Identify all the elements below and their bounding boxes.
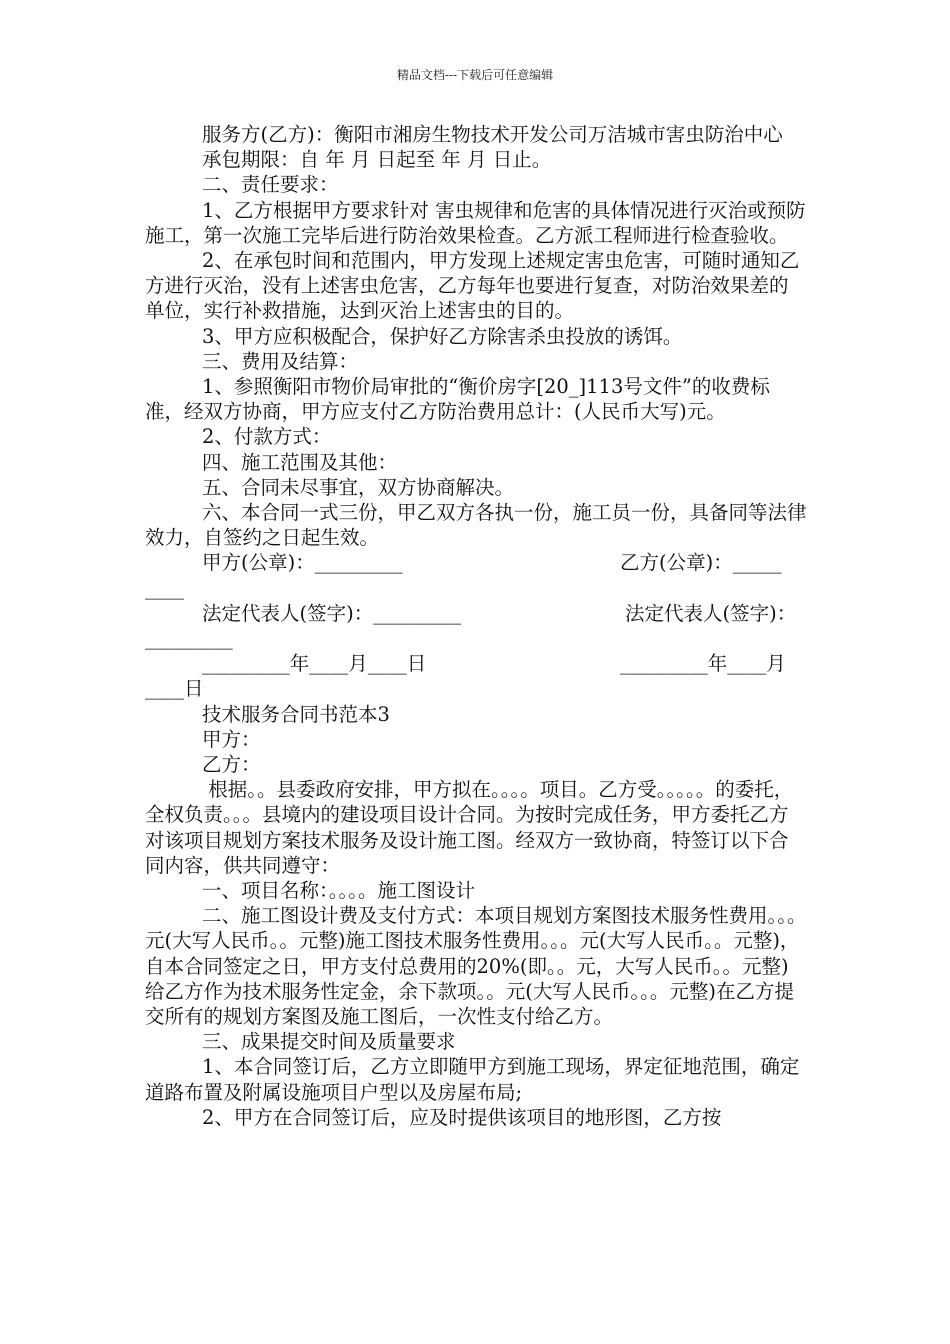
section-heading: 五、合同未尽事宜，双方协商解决。: [202, 475, 515, 499]
party-a-seal-field: 甲方(公章)：_________: [202, 551, 403, 575]
service-party-line: 服务方(乙方)：衡阳市湘房生物技术开发公司万洁城市害虫防治中心: [202, 123, 783, 146]
clause-paragraph: 六、本合同一式三份，甲乙双方各执一份，施工员一份，具备同等法律效力，自签约之日起生效。: [145, 501, 807, 550]
section-heading: 三、费用及结算：: [202, 349, 359, 373]
seal-row: [145, 550, 807, 575]
date-row: [145, 651, 807, 676]
party-b-date-field: _________年____月: [620, 652, 786, 676]
party-b-seal-continuation: ____: [145, 576, 184, 600]
page-header: 精品文档---下载后可任意编辑: [396, 68, 554, 82]
preamble-paragraph: 根据。。县委政府安排，甲方拟在。。。。项目。乙方受。。。。。的委托，全权负责。。。县境内的建设项目设计合同。为按时完成任务，甲方委托乙方对该项目规划方案技术服务及设计施工图。经双方一致协商，特签订以下合同内容，供共同遵守：: [145, 778, 794, 877]
project-name: 一、项目名称：。。。。施工图设计: [202, 879, 476, 903]
party-a-label: 甲方：: [202, 727, 261, 751]
party-b-label: 乙方：: [202, 753, 261, 777]
clause-paragraph: 2、在承包时间和范围内，甲方发现上述规定害虫危害，可随时通知乙方进行灭治，没有上述害虫危害，乙方每年也要进行复查，对防治效果差的单位，实行补救措施，达到灭治上述害虫的目的。: [145, 249, 800, 323]
clause-paragraph: 2、付款方式：: [202, 425, 332, 449]
clause-paragraph: 1、乙方根据甲方要求针对 害虫规律和危害的具体情况进行灭治或预防施工，第一次施工完毕后进行防治效果检查。乙方派工程师进行检查验收。: [145, 198, 806, 247]
clause-paragraph: 1、本合同签订后，乙方立即随甲方到施工现场，界定征地范围，确定道路布置及附属设施项目户型以及房屋布局;: [145, 1055, 800, 1104]
party-a-date-field: _________年____月____日: [202, 652, 427, 676]
party-b-representative-field: 法定代表人(签字)：: [625, 601, 797, 625]
party-b-date-continuation: ____日: [145, 677, 204, 701]
clause-paragraph: 3、甲方应积极配合，保护好乙方除害杀虫投放的诱饵。: [202, 324, 683, 348]
payment-clause: 二、施工图设计费及支付方式：本项目规划方案图技术服务性费用。。。元(大写人民币。。元整)施工图技术服务性费用。。。元(大写人民币。。元整)，自本合同签定之日，甲方支付总费用的20%(即。。元，大写人民币。。元整)给乙方作为技术服务性定金，余下款项。。元(大写人民币。。。元整)在乙方提交所有的规划方案图及施工图后，一次性支付给乙方。: [145, 904, 807, 1029]
contract-period: 承包期限：自 年 月 日起至 年 月 日止。: [202, 148, 552, 172]
party-a-representative-field: 法定代表人(签字)：_________: [202, 601, 461, 625]
party-b-representative-continuation: _________: [145, 627, 233, 651]
section-heading: 四、施工范围及其他：: [202, 450, 398, 474]
document-title: 技术服务合同书范本3: [202, 702, 390, 726]
representative-row: [145, 601, 807, 626]
document-body: [145, 122, 807, 1130]
section-heading: 三、成果提交时间及质量要求: [202, 1030, 456, 1054]
clause-paragraph: 1、参照衡阳市物价局审批的“衡价房字[20_]113号文件”的收费标准，经双方协商，甲方应支付乙方防治费用总计：(人民币大写)元。: [145, 375, 770, 424]
clause-paragraph: 2、甲方在合同签订后，应及时提供该项目的地形图，乙方按: [202, 1105, 722, 1129]
section-heading: 二、责任要求：: [202, 173, 339, 197]
party-b-seal-field: 乙方(公章)：_____: [620, 551, 782, 575]
